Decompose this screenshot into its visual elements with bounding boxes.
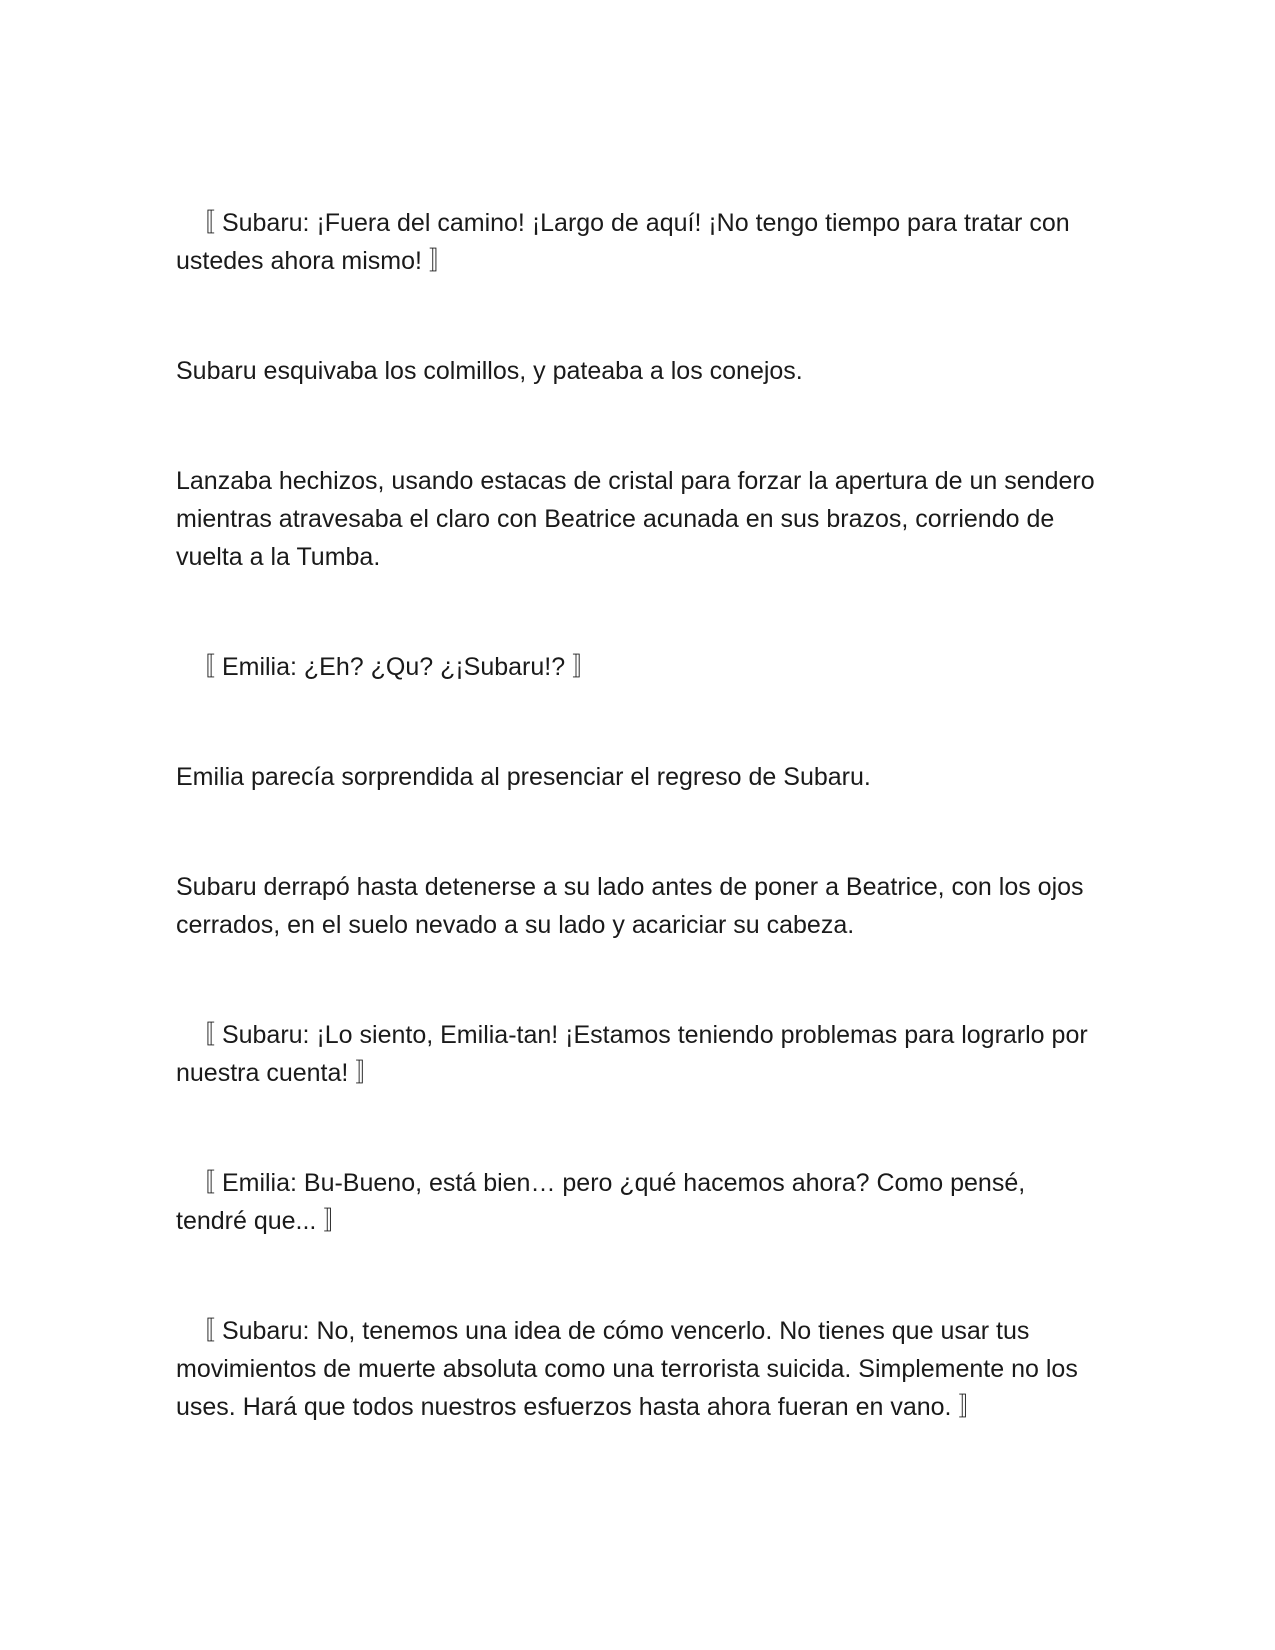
narration-paragraph — [176, 462, 1096, 576]
paragraph-text: Subaru derrapó hasta detenerse a su lado antes de poner a Beatrice, con los ojos cerrados, en el suelo nevado a su lado y acariciar su cabeza. — [176, 873, 1084, 939]
paragraph-text: 〚 Subaru: No, tenemos una idea de cómo vencerlo. No tienes que usar tus movimientos de muerte absoluta como una terrorista suicida. Simplemente no los uses. Hará que todos nuestros esfuerzos hasta ahora fueran en vano. 〛 — [176, 1317, 1078, 1421]
dialogue-paragraph — [176, 1016, 1096, 1092]
narration-paragraph — [176, 758, 1096, 796]
narration-paragraph — [176, 868, 1096, 944]
paragraph-text: 〚 Emilia: ¿Eh? ¿Qu? ¿¡Subaru!? 〛 — [190, 653, 598, 681]
narration-paragraph — [176, 352, 1096, 390]
dialogue-paragraph — [176, 204, 1096, 280]
paragraph-text: Emilia parecía sorprendida al presenciar el regreso de Subaru. — [176, 763, 871, 791]
paragraph-text: Subaru esquivaba los colmillos, y pateaba a los conejos. — [176, 357, 803, 385]
document-body — [176, 204, 1096, 1498]
paragraph-text: Lanzaba hechizos, usando estacas de cristal para forzar la apertura de un sendero mientras atravesaba el claro con Beatrice acunada en sus brazos, corriendo de vuelta a la Tumba. — [176, 467, 1095, 571]
dialogue-paragraph — [176, 1164, 1096, 1240]
dialogue-paragraph — [176, 1312, 1096, 1426]
paragraph-text: 〚 Emilia: Bu-Bueno, está bien… pero ¿qué hacemos ahora? Como pensé, tendré que... 〛 — [176, 1169, 1026, 1235]
dialogue-paragraph — [176, 648, 1096, 686]
paragraph-text: 〚 Subaru: ¡Fuera del camino! ¡Largo de aquí! ¡No tengo tiempo para tratar con ustedes ahora mismo! 〛 — [176, 209, 1070, 275]
paragraph-text: 〚 Subaru: ¡Lo siento, Emilia-tan! ¡Estamos teniendo problemas para lograrlo por nuestra cuenta! 〛 — [176, 1021, 1088, 1087]
